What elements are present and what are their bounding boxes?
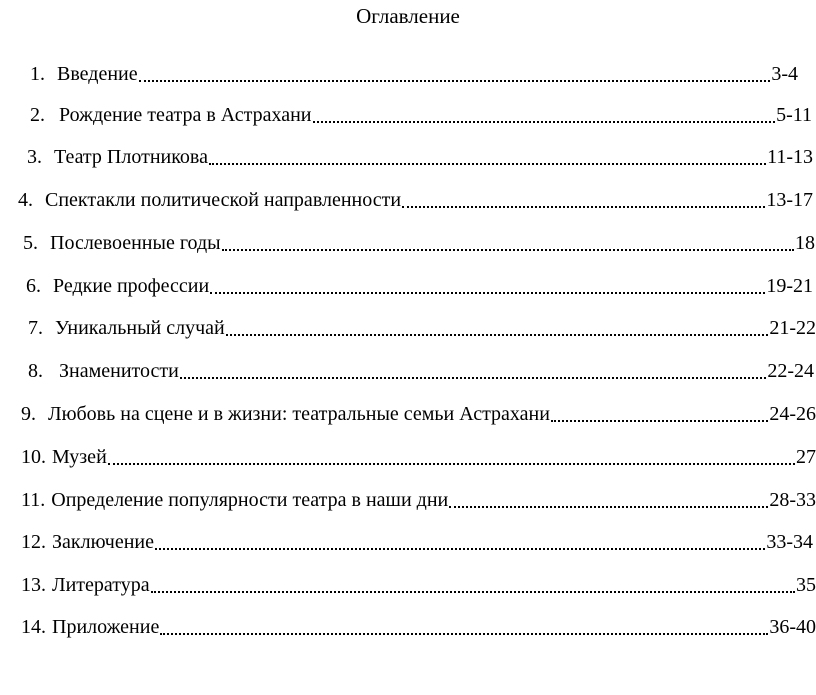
toc-entry[interactable] xyxy=(30,101,812,129)
dot-leader xyxy=(160,632,768,635)
toc-entry-pages: 33-34 xyxy=(766,531,813,553)
dot-leader xyxy=(108,462,795,465)
toc-entry-number: 1. xyxy=(30,63,45,85)
toc-entry[interactable] xyxy=(21,400,816,428)
table-of-contents xyxy=(0,60,816,660)
toc-entry[interactable] xyxy=(28,357,814,385)
toc-entry-title: Введение xyxy=(57,63,138,85)
toc-entry[interactable] xyxy=(18,186,813,214)
toc-entry-title: Музей xyxy=(52,446,107,468)
dot-leader xyxy=(139,79,771,82)
toc-entry-title: Спектакли политической направленности xyxy=(45,189,402,211)
toc-entry-pages: 19-21 xyxy=(766,275,813,297)
toc-entry-pages: 21-22 xyxy=(769,317,816,339)
toc-entry-title: Литература xyxy=(52,574,150,596)
toc-entry[interactable] xyxy=(26,272,813,300)
dot-leader xyxy=(180,376,766,379)
toc-entry-pages: 27 xyxy=(796,446,816,468)
toc-entry[interactable] xyxy=(27,143,813,171)
toc-entry-pages: 36-40 xyxy=(769,616,816,638)
toc-entry-number: 8. xyxy=(28,360,43,382)
toc-entry-pages: 13-17 xyxy=(766,189,813,211)
toc-entry-number: 6. xyxy=(26,275,41,297)
toc-entry-number: 10. xyxy=(21,446,46,468)
toc-entry-pages: 24-26 xyxy=(769,403,816,425)
toc-entry-title: Рождение театра в Астрахани xyxy=(59,104,312,126)
toc-entry-title: Редкие профессии xyxy=(53,275,210,297)
dot-leader xyxy=(209,162,766,165)
toc-entry-number: 14. xyxy=(21,616,46,638)
dot-leader xyxy=(402,205,765,208)
toc-entry-pages: 3-4 xyxy=(771,63,798,85)
toc-entry-number: 11. xyxy=(21,489,46,511)
toc-entry-pages: 28-33 xyxy=(769,489,816,511)
dot-leader xyxy=(222,248,794,251)
toc-entry-title: Любовь на сцене и в жизни: театральные семьи Астрахани xyxy=(48,403,550,425)
toc-entry-title: Уникальный случай xyxy=(55,317,225,339)
toc-entry[interactable] xyxy=(21,443,816,471)
dot-leader xyxy=(155,547,765,550)
dot-leader xyxy=(449,505,768,508)
toc-entry[interactable] xyxy=(30,60,798,88)
dot-leader xyxy=(151,590,795,593)
toc-entry-number: 7. xyxy=(28,317,43,339)
dot-leader xyxy=(551,419,768,422)
toc-entry[interactable] xyxy=(23,229,815,257)
toc-entry-pages: 22-24 xyxy=(767,360,814,382)
toc-entry-pages: 35 xyxy=(796,574,816,596)
toc-entry-title: Определение популярности театра в наши дни xyxy=(51,489,449,511)
toc-entry[interactable] xyxy=(28,314,816,342)
toc-entry-title: Знаменитости xyxy=(59,360,179,382)
toc-entry-number: 9. xyxy=(21,403,36,425)
page-title: Оглавление xyxy=(356,4,460,28)
toc-entry-pages: 18 xyxy=(795,232,815,254)
toc-entry[interactable] xyxy=(21,613,816,641)
toc-entry-number: 12. xyxy=(21,531,46,553)
toc-entry-title: Послевоенные годы xyxy=(50,232,221,254)
dot-leader xyxy=(226,333,769,336)
toc-entry-number: 5. xyxy=(23,232,38,254)
toc-entry-title: Заключение xyxy=(52,531,154,553)
toc-entry-number: 3. xyxy=(27,146,42,168)
toc-entry-pages: 11-13 xyxy=(767,146,813,168)
toc-entry[interactable] xyxy=(21,528,813,556)
toc-entry-number: 2. xyxy=(30,104,45,126)
toc-entry[interactable] xyxy=(21,486,816,514)
toc-entry-pages: 5-11 xyxy=(776,104,812,126)
toc-entry-number: 4. xyxy=(18,189,33,211)
toc-entry[interactable] xyxy=(21,571,816,599)
toc-entry-number: 13. xyxy=(21,574,46,596)
toc-entry-title: Приложение xyxy=(52,616,160,638)
dot-leader xyxy=(210,291,765,294)
toc-entry-title: Театр Плотникова xyxy=(54,146,208,168)
dot-leader xyxy=(313,120,776,123)
